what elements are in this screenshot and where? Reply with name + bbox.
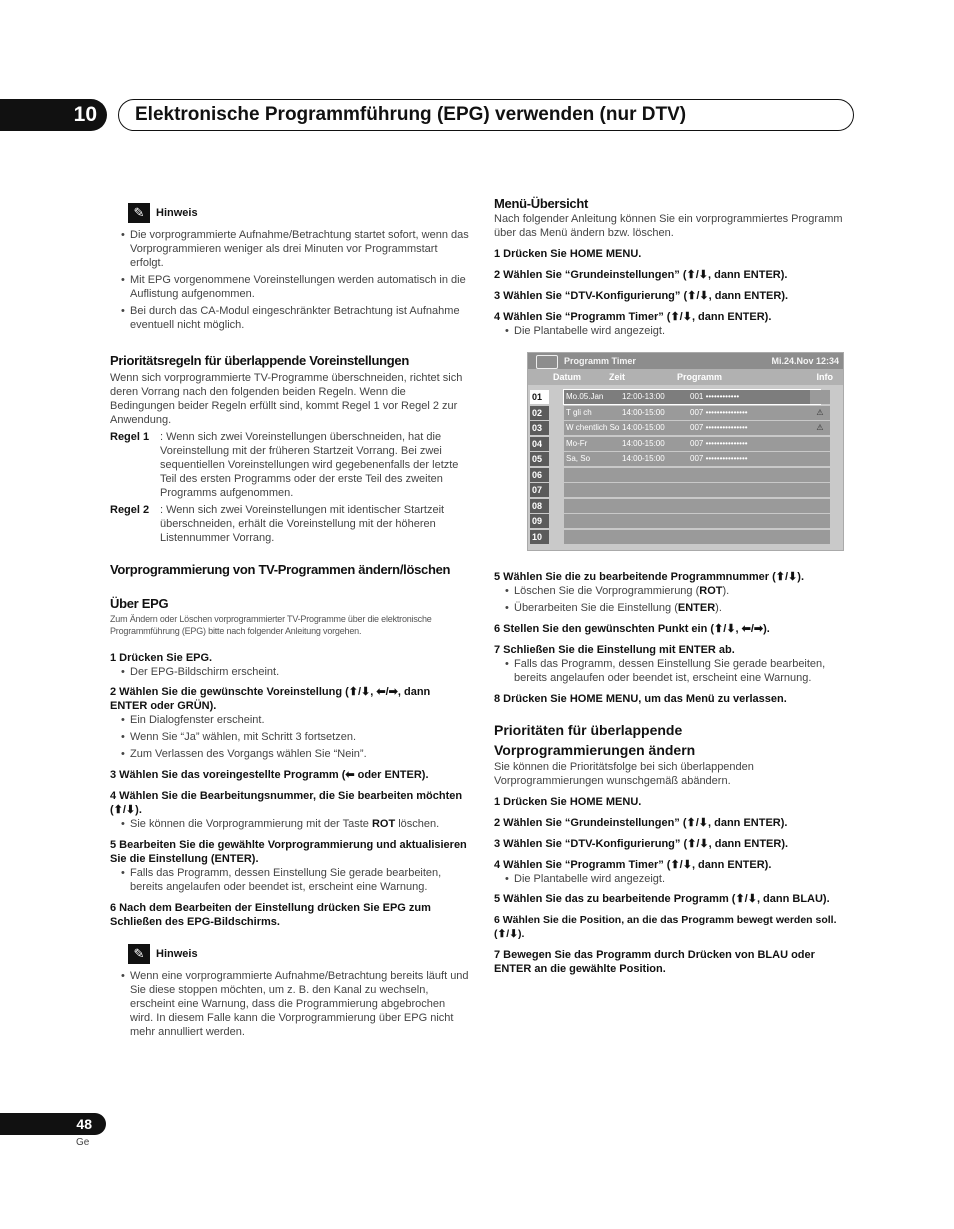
- cell-datum: W chentlich So: [566, 423, 620, 432]
- page-title: Elektronische Programmführung (EPG) verwenden (nur DTV): [118, 99, 854, 131]
- cell-zeit: 14:00-15:00: [622, 454, 665, 463]
- right-column: [494, 190, 852, 976]
- note-text: ).: [722, 585, 730, 597]
- warning-icon: [810, 437, 830, 451]
- cell-prog: 001 ••••••••••••: [690, 392, 740, 401]
- cell-datum: T gli ch: [566, 407, 592, 417]
- step: 2 Wählen Sie die gewünschte Voreinstellung (⬆/⬇, ⬅/➡, dann ENTER oder GRÜN).: [110, 686, 431, 712]
- step: 1 Drücken Sie HOME MENU.: [494, 796, 642, 808]
- cell-zeit: 14:00-15:00: [622, 407, 665, 417]
- section-heading: Vorprogrammierungen ändern: [494, 742, 696, 758]
- step: 3 Wählen Sie “DTV-Konfigurierung” (⬆/⬇, dann ENTER).: [494, 290, 789, 302]
- cell-datum: Sa, So: [566, 454, 591, 463]
- table-row[interactable]: [564, 390, 820, 404]
- pencil-icon: ✎: [128, 203, 150, 223]
- note-text: Löschen Sie die Vorprogrammierung (: [514, 585, 700, 597]
- step-note: • Wenn Sie “Ja” wählen, mit Schritt 3 fortsetzen.: [110, 730, 470, 744]
- warning-icon: [810, 468, 830, 482]
- warning-icon: [810, 483, 830, 497]
- warning-icon: ⚠: [810, 406, 830, 420]
- tv-icon: [536, 355, 558, 369]
- rule-1: [110, 430, 470, 500]
- step-note: [494, 584, 852, 598]
- note-text: löschen.: [395, 818, 440, 830]
- chapter-number: 10: [0, 99, 107, 131]
- paragraph: Zum Ändern oder Löschen vorprogrammierter TV-Programme über die elektronische Programmführung (EPG) bitte nach folgender Anleitung vorgehen.: [110, 614, 432, 636]
- table-row[interactable]: [564, 421, 820, 435]
- row-number[interactable]: 02: [530, 406, 549, 420]
- cell-zeit: 12:00-13:00: [622, 392, 665, 401]
- step: 3 Wählen Sie “DTV-Konfigurierung” (⬆/⬇, dann ENTER).: [494, 838, 789, 850]
- rule-label: Regel 1: [110, 431, 150, 443]
- cell-prog: 007 •••••••••••••••: [690, 407, 748, 417]
- warning-icon: [810, 390, 830, 404]
- key-name: ROT: [699, 585, 723, 597]
- step: 1 Drücken Sie HOME MENU.: [494, 248, 642, 260]
- screen-title: Programm Timer: [564, 356, 636, 366]
- section-heading: Prioritätsregeln für überlappende Voreinstellungen: [110, 353, 409, 368]
- step: 4 Wählen Sie die Bearbeitungsnummer, die Sie bearbeiten möchten (⬆/⬇).: [110, 790, 463, 816]
- hint-box: [128, 944, 470, 964]
- cell-prog: 007 •••••••••••••••: [690, 438, 748, 448]
- step-note: • Falls das Programm, dessen Einstellung Sie gerade bearbeiten, bereits angelaufen oder beendet ist, erscheint eine Warnung.: [110, 866, 470, 894]
- sub-heading: Über EPG: [110, 596, 169, 611]
- warning-icon: [810, 514, 830, 528]
- col-programm: Programm: [677, 372, 723, 382]
- note-text: ).: [715, 602, 722, 614]
- step: 7 Schließen Sie die Einstellung mit ENTER ab.: [494, 644, 735, 656]
- row-number[interactable]: 10: [530, 530, 549, 544]
- step: 6 Nach dem Bearbeiten der Einstellung drücken Sie EPG zum Schließen des EPG-Bildschirms.: [110, 902, 431, 928]
- note-text: Überarbeiten Sie die Einstellung (: [514, 602, 678, 614]
- cell-prog: 007 •••••••••••••••: [690, 454, 748, 463]
- cell-zeit: 14:00-15:00: [622, 423, 665, 432]
- key-name: ENTER: [677, 602, 716, 614]
- step: 5 Bearbeiten Sie die gewählte Vorprogrammierung und aktualisieren Sie die Einstellung (ENTER).: [110, 839, 467, 865]
- hint-item: • Die vorprogrammierte Aufnahme/Betrachtung startet sofort, wenn das Vorprogrammieren weniger als drei Minuten vor Programmstart erfolgt.: [110, 228, 470, 270]
- step: 1 Drücken Sie EPG.: [110, 652, 213, 664]
- row-number[interactable]: 06: [530, 468, 549, 482]
- warning-icon: [810, 530, 830, 544]
- rule-2: [110, 503, 470, 545]
- paragraph: Wenn sich vorprogrammierte TV-Programme überschneiden, richtet sich deren Vorrang nach den folgenden beiden Regeln. Wenn die Bedingungen beider Regeln erfüllt sind, kommt Regel 1 vor Regel 2 zur Anwendung.: [110, 372, 463, 426]
- cell-datum: Mo-Fr: [566, 438, 588, 448]
- step: 4 Wählen Sie “Programm Timer” (⬆/⬇, dann ENTER).: [494, 311, 772, 323]
- cell-prog: 007 •••••••••••••••: [690, 423, 748, 432]
- paragraph: Nach folgender Anleitung können Sie ein vorprogrammiertes Programm über das Menü ändern bzw. löschen.: [494, 213, 843, 239]
- hint-item: • Bei durch das CA-Modul eingeschränkter Betrachtung ist Aufnahme eventuell nicht möglich.: [110, 304, 470, 332]
- table-row[interactable]: [564, 452, 820, 466]
- row-number[interactable]: 03: [530, 421, 549, 435]
- key-name: ROT: [371, 818, 396, 830]
- row-number[interactable]: 04: [530, 437, 549, 451]
- col-zeit: Zeit: [609, 372, 626, 382]
- step: 2 Wählen Sie “Grundeinstellungen” (⬆/⬇, dann ENTER).: [494, 817, 788, 829]
- col-info: Info: [816, 372, 833, 382]
- page-number: 48: [0, 1113, 106, 1135]
- table-row[interactable]: [564, 499, 820, 513]
- section-heading: Vorprogrammierung von TV-Programmen ändern/löschen: [110, 562, 451, 577]
- row-number[interactable]: 09: [530, 514, 549, 528]
- step: 3 Wählen Sie das voreingestellte Programm (⬅ oder ENTER).: [110, 769, 429, 781]
- hint-label: Hinweis: [156, 207, 198, 219]
- row-number[interactable]: 01: [530, 390, 549, 404]
- rule-label: Regel 2: [110, 504, 150, 516]
- table-row[interactable]: [564, 406, 820, 420]
- row-number[interactable]: 05: [530, 452, 549, 466]
- step: 8 Drücken Sie HOME MENU, um das Menü zu verlassen.: [494, 693, 787, 705]
- hint-item: • Mit EPG vorgenommene Voreinstellungen werden automatisch in die Auflistung aufgenommen.: [110, 273, 470, 301]
- step-note: • Die Plantabelle wird angezeigt.: [494, 872, 852, 886]
- step: 4 Wählen Sie “Programm Timer” (⬆/⬇, dann ENTER).: [494, 859, 772, 871]
- table-row[interactable]: [564, 514, 820, 528]
- step: 6 Stellen Sie den gewünschten Punkt ein (⬆/⬇, ⬅/➡).: [494, 623, 770, 635]
- warning-icon: ⚠: [810, 421, 830, 435]
- paragraph: Sie können die Prioritätsfolge bei sich überlappenden Vorprogrammierungen wunschgemäß abändern.: [494, 761, 754, 787]
- cell-zeit: 14:00-15:00: [622, 438, 665, 448]
- cell-datum: Mo.05.Jan: [566, 392, 604, 401]
- step-note: • Zum Verlassen des Vorgangs wählen Sie “Nein”.: [110, 747, 470, 761]
- step-note: [494, 601, 852, 615]
- step-note: • Die Plantabelle wird angezeigt.: [494, 324, 852, 338]
- step-note: • Falls das Programm, dessen Einstellung Sie gerade bearbeiten, bereits angelaufen oder beendet ist, erscheint eine Warnung.: [494, 657, 852, 685]
- row-number[interactable]: 08: [530, 499, 549, 513]
- step: 6 Wählen Sie die Position, an die das Programm bewegt werden soll. (⬆/⬇).: [494, 914, 837, 940]
- step: 7 Bewegen Sie das Programm durch Drücken von BLAU oder ENTER an die gewählte Position.: [494, 949, 815, 975]
- left-column: [110, 190, 470, 1039]
- table-row[interactable]: [564, 530, 820, 544]
- screen-title-bar: [528, 353, 843, 369]
- table-row[interactable]: [564, 468, 820, 482]
- language-code: Ge: [76, 1137, 90, 1148]
- pencil-icon: ✎: [128, 944, 150, 964]
- hint-item: • Wenn eine vorprogrammierte Aufnahme/Betrachtung bereits läuft und Sie diese stoppen möchten, um z. B. den Kanal zu wechseln, erscheint eine Warnung, dass die Programmierung abgebrochen wird. In diesem Falle kann die Vorprogrammierung über EPG nicht mehr annulliert werden.: [110, 969, 470, 1039]
- step-note: • Der EPG-Bildschirm erscheint.: [110, 665, 470, 679]
- step-note: [110, 817, 470, 831]
- timer-screen: [527, 352, 844, 551]
- screen-date: Mi.24.Nov 12:34: [771, 356, 839, 366]
- column-header: [528, 369, 843, 385]
- section-heading: Menü-Übersicht: [494, 196, 589, 211]
- table-row[interactable]: [564, 437, 820, 451]
- warning-icon: [810, 499, 830, 513]
- hint-box: [128, 203, 470, 223]
- section-heading: Prioritäten für überlappende: [494, 722, 683, 738]
- col-datum: Datum: [553, 372, 582, 382]
- hint-label: Hinweis: [156, 948, 198, 960]
- rule-text: : Wenn sich zwei Voreinstellungen überschneiden, hat die Voreinstellung mit der früheren Startzeit Vorrang. Bei zwei sequentiellen Voreinstellungen wird gegebenenfalls der letzte Teil des ersten Programms oder der erste Teil des zweiten Programms aufgenommen.: [160, 431, 459, 499]
- step: 5 Wählen Sie die zu bearbeitende Programmnummer (⬆/⬇).: [494, 571, 804, 583]
- step-note: • Ein Dialogfenster erscheint.: [110, 713, 470, 727]
- rule-text: : Wenn sich zwei Voreinstellungen mit identischer Startzeit überschneiden, erhält die Voreinstellung mit der höheren Listennummer Vorrang.: [160, 504, 445, 544]
- step: 5 Wählen Sie das zu bearbeitende Programm (⬆/⬇, dann BLAU).: [494, 893, 830, 905]
- table-row[interactable]: [564, 483, 820, 497]
- row-number[interactable]: 07: [530, 483, 549, 497]
- step: 2 Wählen Sie “Grundeinstellungen” (⬆/⬇, dann ENTER).: [494, 269, 788, 281]
- warning-icon: [810, 452, 830, 466]
- note-text: Sie können die Vorprogrammierung mit der Taste: [130, 818, 372, 830]
